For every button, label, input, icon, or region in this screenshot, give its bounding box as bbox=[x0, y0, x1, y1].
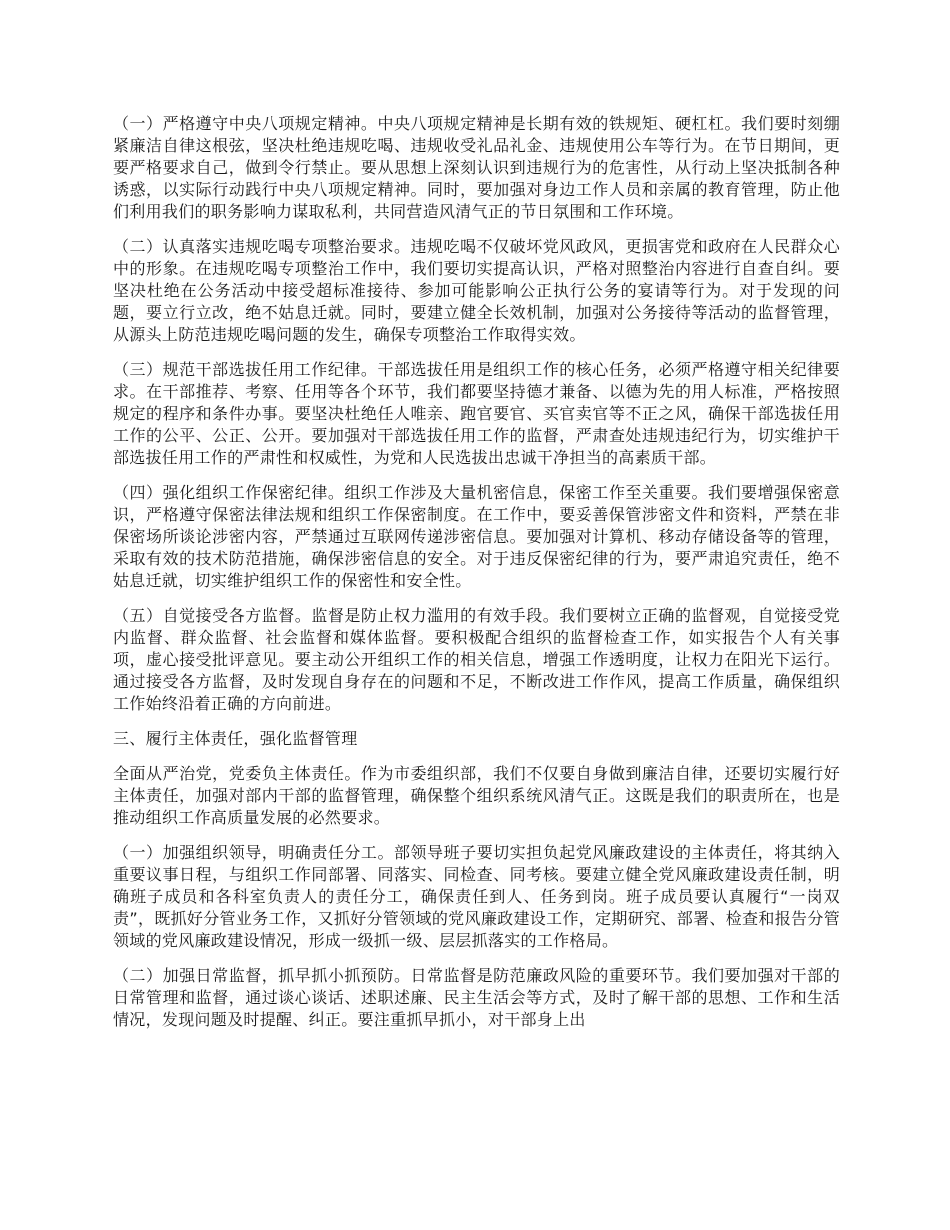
paragraph-eight-rules: （一）严格遵守中央八项规定精神。中央八项规定精神是长期有效的铁规矩、硬杠杠。我们要时刻绷紧廉洁自律这根弦，坚决杜绝违规吃喝、违规收受礼品礼金、违规使用公车等行为。在节日期间，更要严格要求自己，做到令行禁止。要从思想上深刻认识到违规行为的危害性，从行动上坚决抵制各种诱惑，以实际行动践行中央八项规定精神。同时，要加强对身边工作人员和亲属的教育管理，防止他们利用我们的职务影响力谋取私利，共同营造风清气正的节日氛围和工作环境。 bbox=[113, 114, 840, 221]
paragraph-cadre-selection: （三）规范干部选拔任用工作纪律。干部选拔任用是组织工作的核心任务，必须严格遵守相关纪律要求。在干部推荐、考察、任用等各个环节，我们都要坚持德才兼备、以德为先的用人标准，严格按照规定的程序和条件办事。要坚决杜绝任人唯亲、跑官要官、买官卖官等不正之风，确保干部选拔任用工作的公平、公正、公开。要加强对干部选拔任用工作的监督，严肃查处违规违纪行为，切实维护干部选拔任用工作的严肃性和权威性，为党和人民选拔出忠诚干净担当的高素质干部。 bbox=[113, 360, 840, 467]
paragraph-supervision: （五）自觉接受各方监督。监督是防止权力滥用的有效手段。我们要树立正确的监督观，自觉接受党内监督、群众监督、社会监督和媒体监督。要积极配合组织的监督检查工作，如实报告个人有关事项，虚心接受批评意见。要主动公开组织工作的相关信息，增强工作透明度，让权力在阳光下运行。通过接受各方监督，及时发现自身存在的问题和不足，不断改进工作作风，提高工作质量，确保组织工作始终沿着正确的方向前进。 bbox=[113, 606, 840, 713]
paragraph-daily-supervision: （二）加强日常监督，抓早抓小抓预防。日常监督是防范廉政风险的重要环节。我们要加强对干部的日常管理和监督，通过谈心谈话、述职述廉、民主生活会等方式，及时了解干部的思想、工作和生活情况，发现问题及时提醒、纠正。要注重抓早抓小，对干部身上出 bbox=[113, 966, 840, 1029]
paragraph-section-intro: 全面从严治党，党委负主体责任。作为市委组织部，我们不仅要自身做到廉洁自律，还要切实履行好主体责任，加强对部内干部的监督管理，确保整个组织系统风清气正。这既是我们的职责所在，也是推动组织工作高质量发展的必然要求。 bbox=[113, 764, 840, 827]
paragraph-dining-rectification: （二）认真落实违规吃喝专项整治要求。违规吃喝不仅破坏党风政风，更损害党和政府在人民群众心中的形象。在违规吃喝专项整治工作中，我们要切实提高认识，严格对照整治内容进行自查自纠。要坚决杜绝在公务活动中接受超标准接待、参加可能影响公正执行公务的宴请等行为。对于发现的问题，要立行立改，绝不姑息迁就。同时，要建立健全长效机制，加强对公务接待等活动的监督管理，从源头上防范违规吃喝问题的发生，确保专项整治工作取得实效。 bbox=[113, 237, 840, 344]
paragraph-leadership: （一）加强组织领导，明确责任分工。部领导班子要切实担负起党风廉政建设的主体责任，将其纳入重要议事日程，与组织工作同部署、同落实、同检查、同考核。要建立健全党风廉政建设责任制，明确班子成员和各科室负责人的责任分工，确保责任到人、任务到岗。班子成员要认真履行“一岗双责”，既抓好分管业务工作，又抓好分管领域的党风廉政建设工作，定期研究、部署、检查和报告分管领域的党风廉政建设情况，形成一级抓一级、层层抓落实的工作格局。 bbox=[113, 843, 840, 950]
section-heading-three: 三、履行主体责任，强化监督管理 bbox=[113, 729, 358, 748]
document-page bbox=[113, 113, 840, 1173]
paragraph-confidentiality: （四）强化组织工作保密纪律。组织工作涉及大量机密信息，保密工作至关重要。我们要增强保密意识，严格遵守保密法律法规和组织工作保密制度。在工作中，要妥善保管涉密文件和资料，严禁在非保密场所谈论涉密内容，严禁通过互联网传递涉密信息。要加强对计算机、移动存储设备等的管理，采取有效的技术防范措施，确保涉密信息的安全。对于违反保密纪律的行为，要严肃追究责任，绝不姑息迁就，切实维护组织工作的保密性和安全性。 bbox=[113, 483, 840, 590]
